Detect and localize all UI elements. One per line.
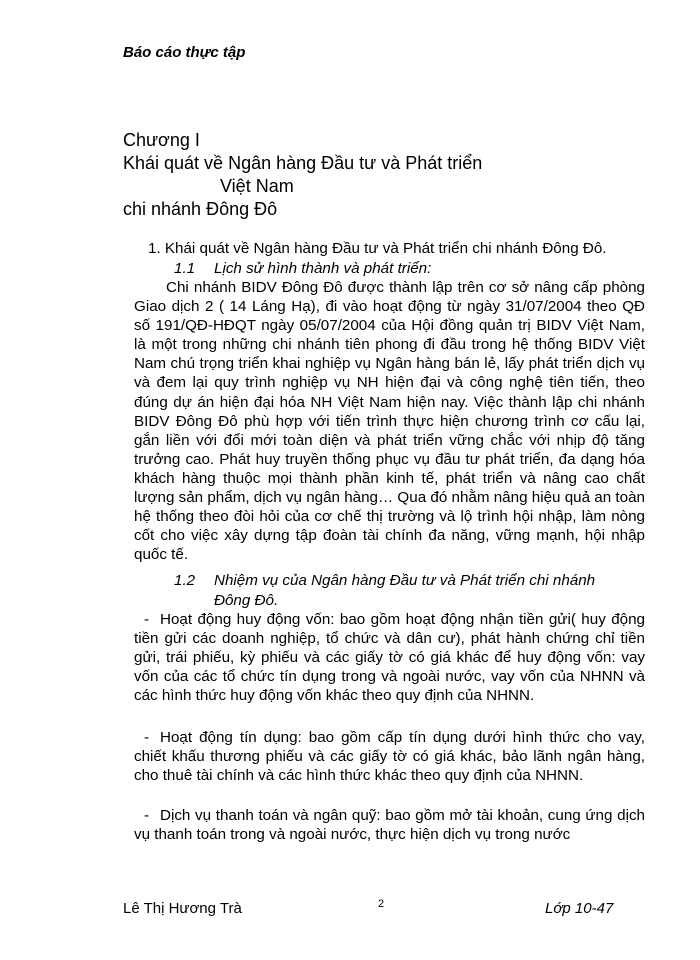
- section-1-2-heading: [174, 571, 646, 610]
- chapter-title-line-2: Việt Nam: [220, 176, 294, 196]
- bullet-dash: -: [144, 729, 150, 746]
- list-item: [134, 610, 645, 705]
- section-1-1-heading: [174, 259, 431, 278]
- list-item-text: Hoạt động huy động vốn: bao gồm hoạt động nhận tiền gửi( huy động tiền gửi các doanh nghiệp, tổ chức và dân cư), phát hành chứng chỉ tiền gửi, trái phiếu, kỳ phiếu và các giấy tờ có giá khác để huy động vốn: vay vốn của các tổ chức tín dụng trong và ngoài nước, vay vốn của NHNN và các hình thức huy động vốn khác theo quy định của NHNN.: [134, 611, 645, 705]
- page-header: Báo cáo thực tập: [123, 44, 246, 61]
- section-1-heading: 1. Khái quát về Ngân hàng Đầu tư và Phát triển chi nhánh Đông Đô.: [148, 240, 607, 257]
- footer-page-number: 2: [378, 898, 385, 910]
- footer-class: Lớp 10-47: [545, 900, 614, 917]
- chapter-number: Chương I: [123, 130, 200, 150]
- chapter-title-line-3: chi nhánh Đông Đô: [123, 199, 278, 219]
- list-item: [134, 728, 645, 785]
- section-number: 1.2: [174, 572, 196, 589]
- chapter-title-line-1: Khái quát về Ngân hàng Đầu tư và Phát triển: [123, 153, 483, 173]
- footer-author: Lê Thị Hương Trà: [123, 900, 242, 917]
- section-title-line-1: Nhiệm vụ của Ngân hàng Đầu tư và Phát triển chi nhánh: [214, 572, 596, 589]
- list-item-text: Hoạt động tín dụng: bao gồm cấp tín dụng dưới hình thức cho vay, chiết khấu thương phiếu và các giấy tờ có giá khác, bảo lãnh ngân hàng, cho thuê tài chính và các hình thức khác theo quy định của NHNN.: [134, 729, 645, 785]
- history-paragraph: Chi nhánh BIDV Đông Đô được thành lập trên cơ sở nâng cấp phòng Giao dịch 2 ( 14 Láng Hạ), đi vào hoạt động từ ngày 31/07/2004 theo QĐ số 191/QĐ-HĐQT ngày 05/07/2004 của Hội đồng quản trị BIDV Việt Nam, là một trong những chi nhánh tiên phong đi đầu trong hệ thống BIDV Việt Nam chú trọng triển khai nghiệp vụ Ngân hàng bán lẻ, lấy phát triển dịch vụ và đem lại quy trình nghiệp vụ NH hiện đại và công nghệ tiên tiến, theo đúng dự án hiện đại hóa NH Việt Nam hiện nay. Việc thành lập chi nhánh BIDV Đông Đô phù hợp với tiến trình thực hiện chương trình cơ cấu lại, gắn liền với đổi mới toàn diện và phát triển vững chắc với nhịp độ tăng trưởng cao. Phát huy truyền thống phục vụ đầu tư phát triển, đa dạng hóa khách hàng thuộc mọi thành phần kinh tế, phát triển và nâng cao chất lượng sản phẩm, dịch vụ ngân hàng… Qua đó nhằm nâng hiệu quả an toàn hệ thống theo đòi hỏi của cơ chế thị trường và lộ trình hội nhập, làm nòng cốt cho việc xây dựng tập đoàn tài chính đa năng, vững mạnh, hội nhập quốc tế.: [134, 279, 645, 564]
- section-title-line-2: Đông Đô.: [214, 591, 279, 609]
- bullet-dash: -: [144, 807, 150, 824]
- bullet-dash: -: [144, 611, 150, 628]
- list-item-text: Dịch vụ thanh toán và ngân quỹ: bao gồm mở tài khoản, cung ứng dịch vụ thanh toán trong và ngoài nước, thực hiện dịch vụ trong nước: [134, 807, 645, 844]
- list-item: [134, 806, 645, 844]
- section-number: 1.1: [174, 260, 196, 277]
- section-title: Lịch sử hình thành và phát triển:: [214, 260, 432, 277]
